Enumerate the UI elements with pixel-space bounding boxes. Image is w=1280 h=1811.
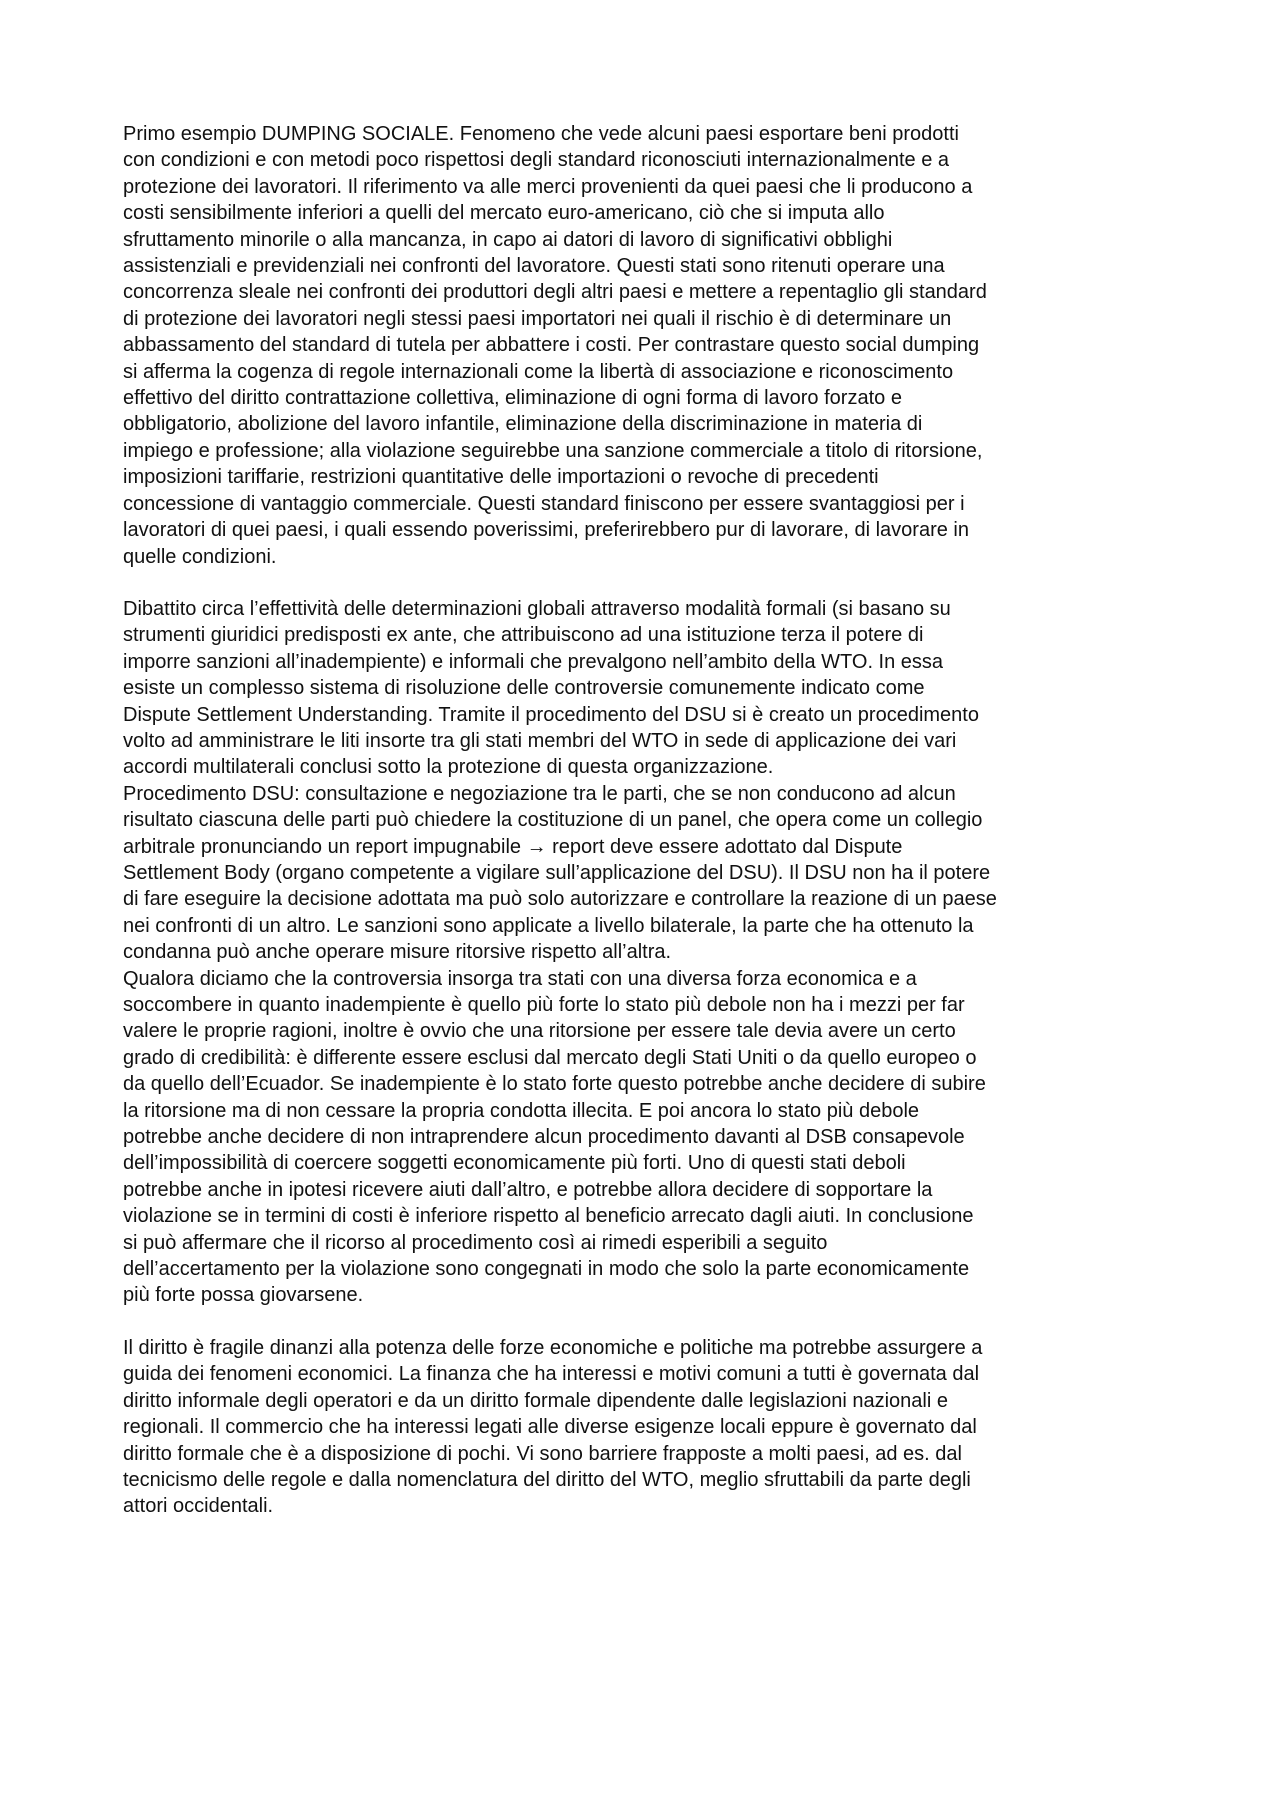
paragraph-1 [123, 121, 1173, 570]
text-line: strumenti giuridici predisposti ex ante, che attribuiscono ad una istituzione terza il potere di [123, 624, 924, 647]
text-line: obbligatorio, abolizione del lavoro infantile, eliminazione della discriminazione in materia di [123, 413, 923, 436]
text-line: accordi multilaterali conclusi sotto la protezione di questa organizzazione. [123, 756, 774, 779]
text-line: quelle condizioni. [123, 545, 277, 568]
text-line: guida dei fenomeni economici. La finanza che ha interessi e motivi comuni a tutti è governata dal [123, 1363, 980, 1386]
text-line: esiste un complesso sistema di risoluzione delle controversie comunemente indicato come [123, 677, 925, 700]
text-line: concorrenza sleale nei confronti dei produttori degli altri paesi e mettere a repentaglio gli standard [123, 281, 987, 304]
text-line: dell’impossibilità di coercere soggetti economicamente più forti. Uno di questi stati deboli [123, 1152, 906, 1175]
text-line: effettivo del diritto contrattazione collettiva, eliminazione di ogni forma di lavoro forzato e [123, 387, 902, 410]
text-line: la ritorsione ma di non cessare la propria condotta illecita. E poi ancora lo stato più debole [123, 1099, 920, 1122]
text-line: impiego e professione; alla violazione seguirebbe una sanzione commerciale a titolo di ritorsione, [123, 439, 983, 462]
text-line: imposizioni tariffarie, restrizioni quantitative delle importazioni o revoche di precedenti [123, 466, 879, 489]
text-line: arbitrale pronunciando un report impugnabile → report deve essere adottato dal Dispute [123, 835, 903, 858]
text-line: assistenziali e previdenziali nei confronti del lavoratore. Questi stati sono ritenuti operare una [123, 255, 945, 278]
text-line: di fare eseguire la decisione adottata ma può solo autorizzare e controllare la reazione di un paese [123, 888, 997, 911]
text-line: grado di credibilità: è differente essere esclusi dal mercato degli Stati Uniti o da quello europeo o [123, 1046, 977, 1069]
text-line: lavoratori di quei paesi, i quali essendo poverissimi, preferirebbero pur di lavorare, di lavorare in [123, 519, 969, 542]
text-line: più forte possa giovarsene. [123, 1284, 364, 1307]
document-body [123, 121, 1173, 1520]
text-line: Dispute Settlement Understanding. Tramite il procedimento del DSU si è creato un procedimento [123, 703, 979, 726]
text-line: sfruttamento minorile o alla mancanza, in capo ai datori di lavoro di significativi obblighi [123, 228, 893, 251]
text-line: costi sensibilmente inferiori a quelli del mercato euro-americano, ciò che si imputa allo [123, 202, 885, 225]
text-line: diritto informale degli operatori e da un diritto formale dipendente dalle legislazioni nazionali e [123, 1389, 948, 1412]
text-line: si può affermare che il ricorso al procedimento così ai rimedi esperibili a seguito [123, 1231, 828, 1254]
text-line: dell’accertamento per la violazione sono congegnati in modo che solo la parte economicamente [123, 1258, 970, 1281]
text-line: abbassamento del standard di tutela per abbattere i costi. Per contrastare questo social dumping [123, 334, 980, 357]
text-line: da quello dell’Ecuador. Se inadempiente è lo stato forte questo potrebbe anche decidere di subire [123, 1073, 986, 1096]
text-line: Il diritto è fragile dinanzi alla potenza delle forze economiche e politiche ma potrebbe assurgere a [123, 1336, 983, 1359]
text-line: condanna può anche operare misure ritorsive rispetto all’altra. [123, 941, 672, 964]
text-line: Primo esempio DUMPING SOCIALE. Fenomeno che vede alcuni paesi esportare beni prodotti [123, 123, 959, 145]
text-line: violazione se in termini di costi è inferiore rispetto al beneficio arrecato dagli aiuti. In conclusione [123, 1205, 974, 1228]
text-line: con condizioni e con metodi poco rispettosi degli standard riconosciuti internazionalmente e a [123, 149, 950, 172]
text-line: Qualora diciamo che la controversia insorga tra stati con una diversa forza economica e a [123, 967, 917, 990]
text-line: protezione dei lavoratori. Il riferimento va alle merci provenienti da quei paesi che li producono a [123, 175, 973, 198]
paragraph-spacer [123, 570, 1173, 596]
text-line: risultato ciascuna delle parti può chiedere la costituzione di un panel, che opera come un collegio [123, 809, 983, 832]
text-line: imporre sanzioni all’inadempiente) e informali che prevalgono nell’ambito della WTO. In essa [123, 650, 944, 673]
paragraph-3 [123, 1335, 1173, 1520]
text-line: Dibattito circa l’effettività delle determinazioni globali attraverso modalità formali (si basano su [123, 597, 951, 620]
text-line: attori occidentali. [123, 1495, 274, 1518]
paragraph-spacer [123, 1309, 1173, 1335]
text-line: valere le proprie ragioni, inoltre è ovvio che una ritorsione per essere tale devia avere un certo [123, 1020, 956, 1043]
text-line: Settlement Body (organo competente a vigilare sull’applicazione del DSU). Il DSU non ha il potere [123, 861, 991, 884]
text-line: concessione di vantaggio commerciale. Questi standard finiscono per essere svantaggiosi per i [123, 492, 965, 515]
paragraph-2 [123, 596, 1173, 1309]
text-line: tecnicismo delle regole e dalla nomenclatura del diritto del WTO, meglio sfruttabili da parte degli [123, 1468, 971, 1491]
text-line: potrebbe anche in ipotesi ricevere aiuti dall’altro, e potrebbe allora decidere di sopportare la [123, 1178, 933, 1201]
text-line: potrebbe anche decidere di non intraprendere alcun procedimento davanti al DSB consapevole [123, 1126, 965, 1149]
text-line: di protezione dei lavoratori negli stessi paesi importatori nei quali il rischio è di determinare un [123, 307, 952, 330]
text-line: regionali. Il commercio che ha interessi legati alle diverse esigenze locali eppure è governato dal [123, 1416, 977, 1439]
text-line: nei confronti di un altro. Le sanzioni sono applicate a livello bilaterale, la parte che ha ottenuto la [123, 914, 974, 937]
text-line: si afferma la cogenza di regole internazionali come la libertà di associazione e riconoscimento [123, 360, 954, 383]
text-line: Procedimento DSU: consultazione e negoziazione tra le parti, che se non conducono ad alcun [123, 782, 956, 805]
text-line: soccombere in quanto inadempiente è quello più forte lo stato più debole non ha i mezzi per far [123, 994, 965, 1016]
text-line: diritto formale che è a disposizione di pochi. Vi sono barriere frapposte a molti paesi, ad es. dal [123, 1442, 962, 1465]
text-line: volto ad amministrare le liti insorte tra gli stati membri del WTO in sede di applicazione dei vari [123, 729, 957, 752]
